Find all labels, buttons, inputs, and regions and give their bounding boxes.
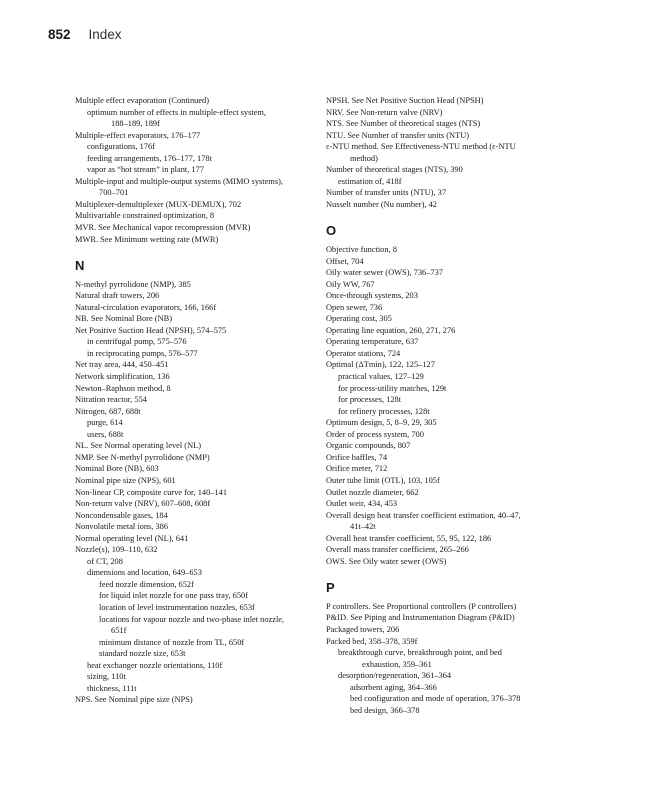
index-subentry: heat exchanger nozzle orientations, 110f bbox=[87, 660, 223, 670]
page-number: 852 bbox=[48, 27, 71, 42]
index-column-right bbox=[326, 95, 576, 716]
index-entry: Net tray area, 444, 450–451 bbox=[75, 360, 169, 370]
index-entry: Number of theoretical stages (NTS), 390 bbox=[326, 165, 463, 175]
index-entry: MVR. See Mechanical vapor recompression (MVR) bbox=[75, 223, 251, 233]
index-entry: Multiplexer-demultiplexer (MUX-DEMUX), 702 bbox=[75, 199, 242, 209]
index-entry: Optimum design, 5, 8–9, 29, 305 bbox=[326, 418, 437, 428]
index-entry: NB. See Nominal Bore (NB) bbox=[75, 314, 172, 324]
index-entry: Noncondensable gases, 184 bbox=[75, 510, 168, 520]
index-subentry: breakthrough curve, breakthrough point, and bed bbox=[338, 648, 502, 658]
running-title: Index bbox=[88, 27, 122, 42]
index-entry: Organic compounds, 807 bbox=[326, 441, 411, 451]
index-entry: Oily water sewer (OWS), 736–737 bbox=[326, 268, 443, 278]
index-entry: Open sewer, 736 bbox=[326, 302, 383, 312]
index-subentry: feed nozzle dimension, 652f bbox=[99, 579, 194, 589]
index-entry: NL. See Normal operating level (NL) bbox=[75, 441, 202, 451]
index-entry: Operating cost, 305 bbox=[326, 314, 392, 324]
index-entry: Nitrogen, 687, 688t bbox=[75, 406, 141, 416]
index-entry: P controllers. See Proportional controllers (P controllers) bbox=[326, 601, 517, 611]
page-header bbox=[48, 26, 122, 46]
index-entry: Order of process system, 700 bbox=[326, 429, 424, 439]
index-subentry: for refinery processes, 128t bbox=[338, 406, 430, 416]
index-entry: P&ID. See Piping and Instrumentation Diagram (P&ID) bbox=[326, 613, 515, 623]
index-subentry: standard nozzle size, 653t bbox=[99, 649, 186, 659]
index-entry: Optimal (ΔTmin), 122, 125–127 bbox=[326, 360, 435, 370]
index-entry: Nominal Bore (NB), 603 bbox=[75, 464, 159, 474]
index-subentry: configurations, 176f bbox=[87, 142, 155, 152]
index-entry: Oily WW, 767 bbox=[326, 279, 375, 289]
index-entry: Orifice meter, 712 bbox=[326, 464, 388, 474]
index-entry: OWS. See Oily water sewer (OWS) bbox=[326, 556, 447, 566]
index-entry: NPS. See Nominal pipe size (NPS) bbox=[75, 695, 193, 705]
index-entry: N-methyl pyrrolidone (NMP), 385 bbox=[75, 279, 191, 289]
index-subentry: in centrifugal pump, 575–576 bbox=[87, 337, 187, 347]
index-subentry: adsorbent aging, 364–366 bbox=[350, 682, 437, 692]
index-subentry: purge, 614 bbox=[87, 418, 123, 428]
index-entry: Overall design heat transfer coefficient estimation, 40–47, bbox=[326, 510, 521, 520]
index-entry: Natural-circulation evaporators, 166, 166f bbox=[75, 302, 217, 312]
index-entry: Packaged towers, 206 bbox=[326, 624, 400, 634]
index-entry: Nusselt number (Nu number), 42 bbox=[326, 199, 437, 209]
index-entry: ε-NTU method. See Effectiveness-NTU method (ε-NTU bbox=[326, 142, 516, 152]
index-entry: Newton–Raphson method, 8 bbox=[75, 383, 171, 393]
index-entry: Offset, 704 bbox=[326, 256, 364, 266]
index-entry: Outlet nozzle diameter, 662 bbox=[326, 487, 419, 497]
index-subentry: for liquid inlet nozzle for one pass tray, 650f bbox=[99, 591, 248, 601]
index-subentry: thickness, 111t bbox=[87, 683, 137, 693]
index-subentry: dimensions and location, 649–653 bbox=[87, 568, 202, 578]
section-letter: P bbox=[326, 580, 335, 596]
index-subentry: minimum distance of nozzle from TL, 650f bbox=[99, 637, 245, 647]
index-subentry: optimum number of effects in multiple-effect system, bbox=[87, 107, 267, 117]
index-subentry: for processes, 128t bbox=[338, 395, 402, 405]
index-entry: Network simplification, 136 bbox=[75, 372, 170, 382]
index-subentry: desorption/regeneration, 361–364 bbox=[338, 671, 452, 681]
index-subentry: locations for vapour nozzle and two-phase inlet nozzle, bbox=[99, 614, 285, 624]
index-entry: Overall mass transfer coefficient, 265–266 bbox=[326, 545, 469, 555]
index-entry: Nozzle(s), 109–110, 632 bbox=[75, 545, 158, 555]
index-entry: NMP. See N-methyl pyrrolidone (NMP) bbox=[75, 452, 210, 462]
index-entry: Net Positive Suction Head (NPSH), 574–575 bbox=[75, 325, 227, 335]
index-subentry: 651f bbox=[111, 626, 127, 636]
index-entry: Normal operating level (NL), 641 bbox=[75, 533, 189, 543]
index-subentry: exhaustion, 359–361 bbox=[362, 659, 432, 669]
index-entry: MWR. See Minimum wetting rate (MWR) bbox=[75, 234, 219, 244]
index-entry: Non-linear CP, composite curve for, 140–141 bbox=[75, 487, 228, 497]
index-entry: Number of transfer units (NTU), 37 bbox=[326, 188, 447, 198]
index-subentry: 41t–42t bbox=[350, 522, 376, 532]
index-entry: Multiple-input and multiple-output systems (MIMO systems), bbox=[75, 176, 283, 186]
index-column-left bbox=[75, 95, 315, 706]
index-subentry: estimation of, 418f bbox=[338, 176, 402, 186]
index-subentry: users, 688t bbox=[87, 429, 124, 439]
index-subentry: in reciprocating pumps, 576–577 bbox=[87, 348, 198, 358]
index-subentry: practical values, 127–129 bbox=[338, 372, 424, 382]
index-subentry: sizing, 110t bbox=[87, 672, 126, 682]
index-subentry: 700–701 bbox=[99, 188, 129, 198]
index-subentry: 188–189, 189f bbox=[111, 119, 160, 129]
index-subentry: bed configuration and mode of operation, 376–378 bbox=[350, 694, 521, 704]
index-entry: Orifice baffles, 74 bbox=[326, 452, 388, 462]
index-entry: NPSH. See Net Positive Suction Head (NPSH) bbox=[326, 96, 484, 105]
index-entry: NTS. See Number of theoretical stages (NTS) bbox=[326, 119, 481, 129]
index-subentry: method) bbox=[350, 153, 378, 163]
index-entry: Multiple effect evaporation (Continued) bbox=[75, 96, 210, 105]
index-subentry: vapor as “hot stream” in plant, 177 bbox=[87, 165, 204, 175]
index-entry: NTU. See Number of transfer units (NTU) bbox=[326, 130, 470, 140]
index-entry: Operating temperature, 637 bbox=[326, 337, 419, 347]
index-entry: Packed bed, 358–378, 359f bbox=[326, 636, 418, 646]
index-entry: Operating line equation, 260, 271, 276 bbox=[326, 325, 456, 335]
index-entry: Once-through systems, 203 bbox=[326, 291, 418, 301]
index-entry: NRV. See Non-return valve (NRV) bbox=[326, 107, 443, 117]
index-entry: Multivariable constrained optimization, 8 bbox=[75, 211, 215, 221]
index-subentry: for process-utility matches, 129t bbox=[338, 383, 447, 393]
index-entry: Nonvolatile metal ions, 386 bbox=[75, 522, 169, 532]
index-subentry: location of level instrumentation nozzles, 653f bbox=[99, 602, 255, 612]
index-entry: Operator stations, 724 bbox=[326, 348, 401, 358]
index-subentry: of CT, 208 bbox=[87, 556, 123, 566]
index-entry: Outer tube limit (OTL), 103, 105f bbox=[326, 475, 440, 485]
index-entry: Objective function, 8 bbox=[326, 245, 397, 255]
index-entry: Outlet weir, 434, 453 bbox=[326, 499, 398, 509]
section-letter: N bbox=[75, 258, 85, 274]
index-subentry: feeding arrangements, 176–177, 178t bbox=[87, 153, 212, 163]
index-subentry: bed design, 366–378 bbox=[350, 705, 420, 715]
index-entry: Natural draft towers, 206 bbox=[75, 291, 160, 301]
index-entry: Nitration reactor, 554 bbox=[75, 395, 147, 405]
section-letter: O bbox=[326, 223, 337, 239]
index-entry: Non-return valve (NRV), 607–608, 608f bbox=[75, 499, 211, 509]
index-entry: Overall heat transfer coefficient, 55, 95, 122, 186 bbox=[326, 533, 492, 543]
index-entry: Nominal pipe size (NPS), 601 bbox=[75, 475, 176, 485]
index-entry: Multiple-effect evaporators, 176–177 bbox=[75, 130, 201, 140]
